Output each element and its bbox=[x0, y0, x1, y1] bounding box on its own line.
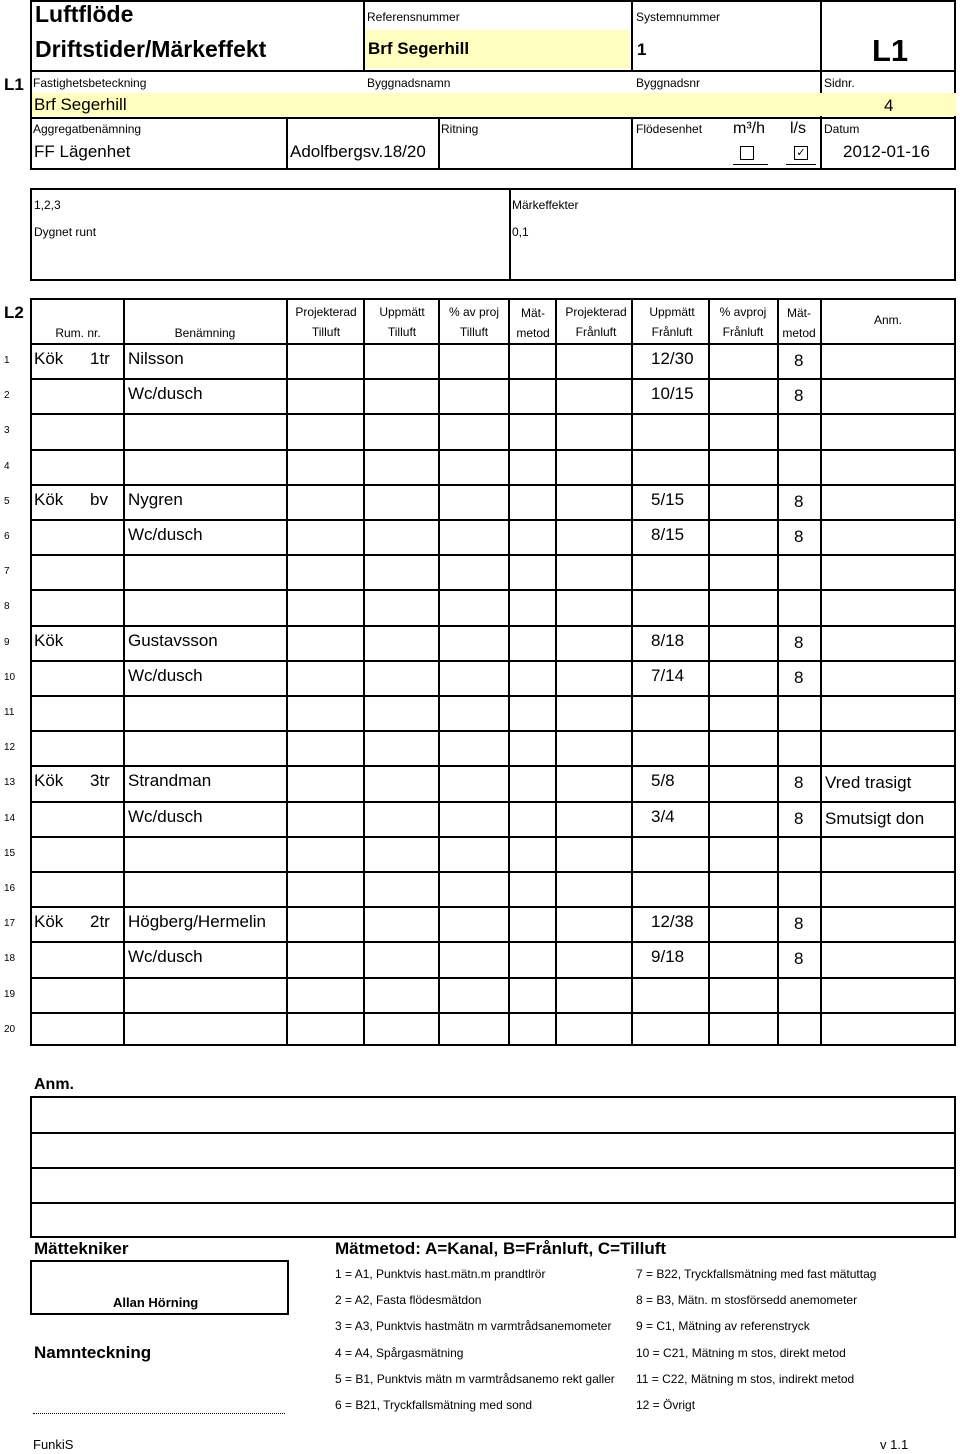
method-cell[interactable]: 8 bbox=[794, 949, 804, 968]
row-divider bbox=[30, 343, 956, 345]
name-cell[interactable]: Wc/dusch bbox=[128, 947, 203, 966]
measured-exhaust-cell[interactable]: 12/38 bbox=[651, 912, 694, 931]
name-cell[interactable]: Högberg/Hermelin bbox=[128, 912, 266, 931]
header-meas-exhaust-1: Uppmätt bbox=[649, 305, 695, 319]
column-divider bbox=[438, 299, 440, 1045]
sys-label: Systemnummer bbox=[636, 10, 721, 24]
row-divider bbox=[30, 589, 956, 591]
name-cell[interactable]: Nilsson bbox=[128, 349, 184, 368]
name-cell[interactable]: Wc/dusch bbox=[128, 384, 203, 403]
floor-cell[interactable]: 2tr bbox=[90, 912, 110, 931]
sys-value[interactable]: 1 bbox=[637, 40, 647, 59]
method-item: 4 = A4, Spårgasmätning bbox=[335, 1345, 464, 1360]
header-method-exhaust-1: Mät- bbox=[787, 306, 811, 320]
header-pct-supply-1: % av proj bbox=[448, 305, 500, 319]
method-cell[interactable]: 8 bbox=[794, 633, 804, 652]
operation-hours[interactable]: Dygnet runt bbox=[34, 225, 97, 239]
operation-section bbox=[30, 188, 956, 281]
method-cell[interactable]: 8 bbox=[794, 773, 804, 792]
method-item: 9 = C1, Mätning av referenstryck bbox=[636, 1319, 810, 1334]
header-proj-supply-1: Projekterad bbox=[295, 305, 357, 319]
operation-days[interactable]: 1,2,3 bbox=[34, 198, 61, 212]
method-item: 8 = B3, Mätn. m stosförsedd anemometer bbox=[636, 1293, 858, 1308]
header-method-supply-2: metod bbox=[516, 326, 550, 340]
column-divider bbox=[363, 299, 365, 1045]
building-nr-label: Byggnadsnr bbox=[636, 76, 701, 90]
name-cell[interactable]: Wc/dusch bbox=[128, 666, 203, 685]
row-number: 8 bbox=[4, 601, 10, 612]
row-number: 7 bbox=[4, 566, 10, 577]
row-divider bbox=[30, 519, 956, 521]
name-cell[interactable]: Strandman bbox=[128, 771, 212, 790]
room-cell[interactable]: Kök bbox=[34, 631, 64, 650]
row-divider bbox=[30, 941, 956, 943]
header-pct-supply-2: Tilluft bbox=[459, 325, 489, 339]
row-number: 11 bbox=[4, 707, 15, 718]
header-pct-exhaust-1: % avproj bbox=[719, 305, 767, 319]
row-divider bbox=[30, 1012, 956, 1014]
column-divider bbox=[508, 299, 510, 1045]
method-cell[interactable]: 8 bbox=[794, 492, 804, 511]
method-item: 6 = B21, Tryckfallsmätning med sond bbox=[335, 1398, 533, 1412]
column-divider bbox=[286, 299, 288, 1045]
header-meas-exhaust-2: Frånluft bbox=[651, 325, 693, 339]
row-number: 5 bbox=[4, 496, 10, 507]
divider bbox=[509, 190, 511, 279]
row-divider bbox=[30, 660, 956, 662]
row-number: 18 bbox=[4, 953, 16, 964]
signature-line[interactable] bbox=[33, 1413, 285, 1414]
row-number: 12 bbox=[4, 742, 16, 753]
measured-exhaust-cell[interactable]: 5/15 bbox=[651, 490, 685, 509]
divider bbox=[820, 0, 822, 170]
floor-cell[interactable]: 1tr bbox=[90, 349, 110, 368]
column-divider bbox=[820, 299, 822, 1045]
page-label: Sidnr. bbox=[824, 76, 855, 90]
header-pct-exhaust-2: Frånluft bbox=[722, 325, 764, 339]
method-cell[interactable]: 8 bbox=[794, 386, 804, 405]
method-item: 11 = C22, Mätning m stos, indirekt metod bbox=[636, 1371, 855, 1386]
rated-power-label: Märkeffekter bbox=[512, 198, 579, 212]
page-value[interactable]: 4 bbox=[884, 96, 894, 115]
row-number: 14 bbox=[4, 813, 16, 824]
signature-label: Namnteckning bbox=[34, 1343, 152, 1362]
header-remark: Anm. bbox=[873, 313, 903, 327]
row-number: 13 bbox=[4, 777, 16, 788]
remark-cell[interactable]: Smutsigt don bbox=[825, 809, 925, 828]
header-meas-supply-1: Uppmätt bbox=[379, 305, 425, 319]
method-cell[interactable]: 8 bbox=[794, 914, 804, 933]
measured-exhaust-cell[interactable]: 8/15 bbox=[651, 525, 685, 544]
row-number: 4 bbox=[4, 461, 10, 472]
name-cell[interactable]: Gustavsson bbox=[128, 631, 218, 650]
remarks-box[interactable] bbox=[30, 1096, 956, 1238]
row-divider bbox=[30, 906, 956, 908]
divider bbox=[32, 1132, 954, 1134]
row-divider bbox=[30, 413, 956, 415]
measured-exhaust-cell[interactable]: 5/8 bbox=[651, 771, 675, 790]
method-item: 5 = B1, Punktvis mätn m varmtrådsanemo rekt galler bbox=[335, 1371, 615, 1386]
measured-exhaust-cell[interactable]: 3/4 bbox=[651, 807, 675, 826]
property-value[interactable]: Brf Segerhill bbox=[34, 95, 127, 114]
row-number: 3 bbox=[4, 425, 10, 436]
divider bbox=[631, 0, 633, 71]
header-room-nr: Rum. nr. bbox=[55, 326, 101, 340]
header-proj-exhaust-2: Frånluft bbox=[575, 325, 617, 339]
row-code: L1 bbox=[4, 75, 24, 94]
floor-cell[interactable]: 3tr bbox=[90, 771, 110, 790]
method-item: 12 = Övrigt bbox=[636, 1398, 696, 1412]
room-cell[interactable]: Kök bbox=[34, 490, 64, 509]
ref-label: Referensnummer bbox=[367, 10, 460, 24]
row-number: 20 bbox=[4, 1024, 16, 1035]
header-method-supply-1: Mät- bbox=[521, 306, 545, 320]
ref-value[interactable]: Brf Segerhill bbox=[365, 30, 630, 68]
divider bbox=[32, 1202, 954, 1204]
room-cell[interactable]: Kök bbox=[34, 912, 64, 931]
row-number: 1 bbox=[4, 355, 10, 366]
method-item: 10 = C21, Mätning m stos, direkt metod bbox=[636, 1345, 846, 1360]
row-divider bbox=[30, 730, 956, 732]
header-name: Benämning bbox=[174, 326, 236, 340]
column-divider bbox=[631, 299, 633, 1045]
header-proj-supply-2: Tilluft bbox=[311, 325, 341, 339]
name-cell[interactable]: Nygren bbox=[128, 490, 183, 509]
divider bbox=[30, 70, 956, 72]
row-number: 2 bbox=[4, 390, 10, 401]
row-divider bbox=[30, 765, 956, 767]
form-version: v 1.1 bbox=[880, 1437, 909, 1452]
divider bbox=[438, 118, 440, 170]
technician-name[interactable]: Allan Hörning bbox=[113, 1295, 199, 1310]
row-divider bbox=[30, 695, 956, 697]
method-cell[interactable]: 8 bbox=[794, 809, 804, 828]
measured-exhaust-cell[interactable]: 8/18 bbox=[651, 631, 685, 650]
building-name-label: Byggnadsnamn bbox=[367, 76, 451, 90]
row-divider bbox=[30, 554, 956, 556]
row-number: 15 bbox=[4, 848, 16, 859]
row-number: 16 bbox=[4, 883, 16, 894]
floor-cell[interactable]: bv bbox=[90, 490, 108, 509]
date-label: Datum bbox=[824, 122, 860, 136]
divider bbox=[631, 118, 633, 170]
unit-value[interactable]: FF Lägenhet bbox=[34, 142, 131, 161]
divider bbox=[30, 117, 956, 119]
measured-exhaust-cell[interactable]: 12/30 bbox=[651, 349, 694, 368]
measured-exhaust-cell[interactable]: 10/15 bbox=[651, 384, 694, 403]
row-divider bbox=[30, 871, 956, 873]
name-cell[interactable]: Wc/dusch bbox=[128, 525, 203, 544]
divider bbox=[286, 118, 288, 170]
method-title: Mätmetod: A=Kanal, B=Frånluft, C=Tilluft bbox=[335, 1239, 667, 1258]
row-divider bbox=[30, 801, 956, 803]
divider bbox=[32, 1167, 954, 1169]
column-divider bbox=[777, 299, 779, 1045]
brand-name: FunkiS bbox=[33, 1437, 74, 1452]
row-divider bbox=[30, 378, 956, 380]
row-number: 19 bbox=[4, 989, 16, 1000]
unit-label: Aggregatbenämning bbox=[33, 122, 142, 136]
header-method-exhaust-2: metod bbox=[782, 326, 816, 340]
method-item: 7 = B22, Tryckfallsmätning med fast mätuttag bbox=[636, 1267, 877, 1281]
flow-unit-label: Flödesenhet bbox=[636, 122, 703, 136]
header-meas-supply-2: Tilluft bbox=[387, 325, 417, 339]
table-code: L2 bbox=[4, 303, 24, 322]
ls-checkbox[interactable]: ✓ bbox=[794, 146, 808, 160]
header-proj-exhaust-1: Projekterad bbox=[565, 305, 627, 319]
divider bbox=[786, 164, 816, 165]
method-cell[interactable]: 8 bbox=[794, 527, 804, 546]
row-number: 10 bbox=[4, 672, 16, 683]
address-value[interactable]: Adolfbergsv.18/20 bbox=[290, 142, 426, 161]
technician-label: Mättekniker bbox=[34, 1239, 129, 1258]
method-cell[interactable]: 8 bbox=[794, 668, 804, 687]
measured-exhaust-cell[interactable]: 9/18 bbox=[651, 947, 685, 966]
method-cell[interactable]: 8 bbox=[794, 351, 804, 370]
method-item: 3 = A3, Punktvis hastmätn m varmtrådsanemometer bbox=[335, 1319, 612, 1334]
room-cell[interactable]: Kök bbox=[34, 771, 64, 790]
row-divider bbox=[30, 836, 956, 838]
date-value[interactable]: 2012-01-16 bbox=[843, 142, 930, 161]
m3h-checkbox[interactable] bbox=[740, 146, 754, 160]
form-subtitle: Driftstider/Märkeffekt bbox=[35, 36, 267, 62]
header-frame bbox=[30, 0, 956, 170]
measured-exhaust-cell[interactable]: 7/14 bbox=[651, 666, 685, 685]
row-divider bbox=[30, 625, 956, 627]
row-number: 6 bbox=[4, 531, 10, 542]
column-divider bbox=[123, 299, 125, 1045]
method-item: 1 = A1, Punktvis hast.mätn.m prandtlrör bbox=[335, 1267, 546, 1281]
row-divider bbox=[30, 484, 956, 486]
unit-ls: l/s bbox=[790, 120, 806, 137]
room-cell[interactable]: Kök bbox=[34, 349, 64, 368]
column-divider bbox=[708, 299, 710, 1045]
rated-power-value[interactable]: 0,1 bbox=[512, 225, 529, 239]
row-divider bbox=[30, 977, 956, 979]
property-label: Fastighetsbeteckning bbox=[33, 76, 147, 90]
row-number: 17 bbox=[4, 918, 16, 929]
unit-m3h: m³/h bbox=[733, 120, 765, 137]
row-number: 9 bbox=[4, 637, 10, 648]
name-cell[interactable]: Wc/dusch bbox=[128, 807, 203, 826]
property-highlight bbox=[32, 93, 956, 116]
divider bbox=[733, 164, 768, 165]
drawing-label: Ritning bbox=[441, 122, 479, 136]
method-item: 2 = A2, Fasta flödesmätdon bbox=[335, 1293, 482, 1308]
form-title: Luftflöde bbox=[35, 1, 134, 27]
remarks-label: Anm. bbox=[34, 1076, 74, 1093]
doc-code: L1 bbox=[872, 33, 909, 68]
row-divider bbox=[30, 449, 956, 451]
column-divider bbox=[555, 299, 557, 1045]
remark-cell[interactable]: Vred trasigt bbox=[825, 773, 912, 792]
